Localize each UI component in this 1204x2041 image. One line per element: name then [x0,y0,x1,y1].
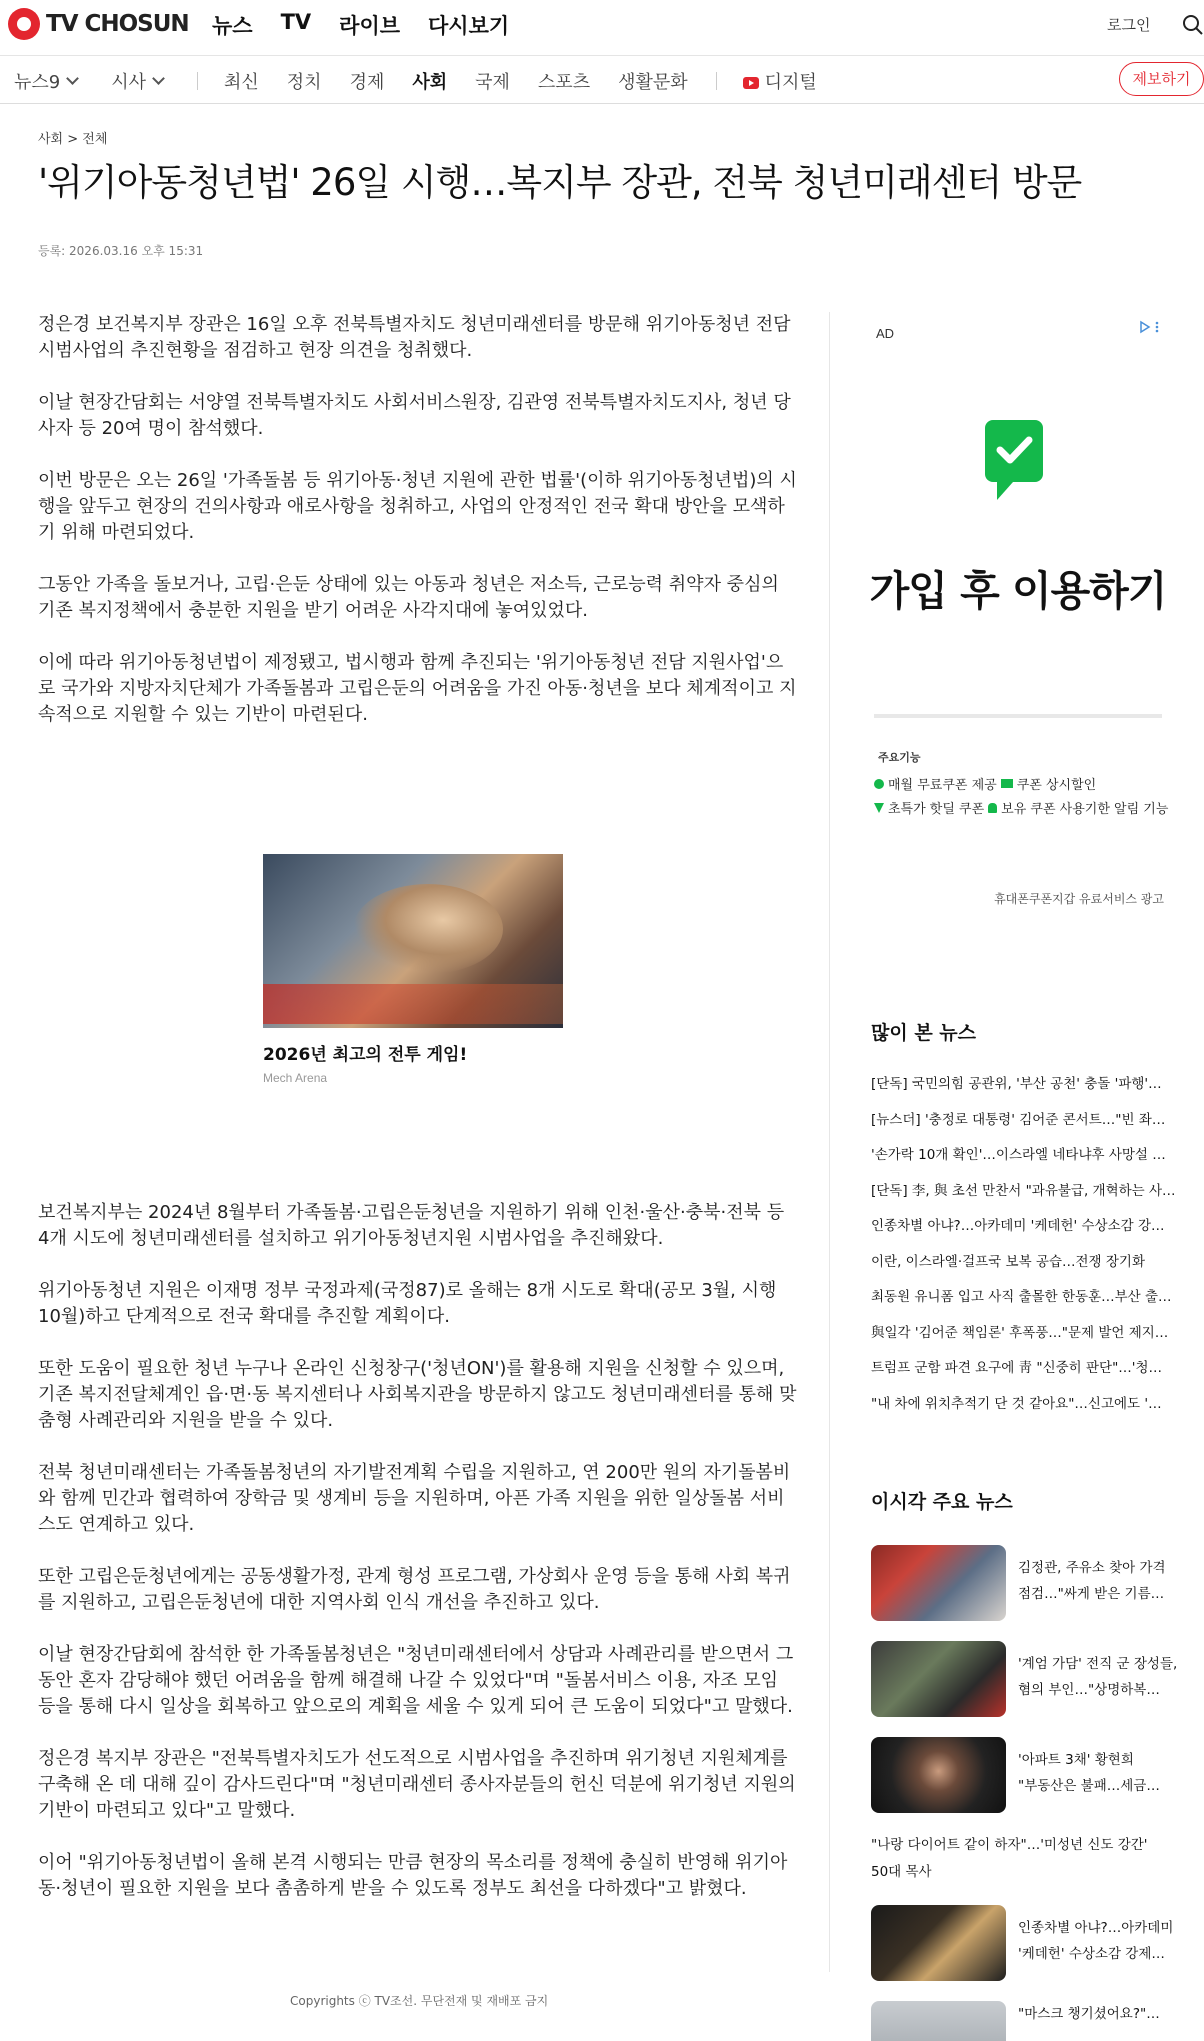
side-ad-features-title: 주요기능 [878,751,921,764]
publish-date: 등록: 2026.03.16 오후 15:31 [38,244,204,258]
side-ad-bar [874,714,1162,718]
news-caption-line: "부동산은 불패…세금… [1018,1778,1160,1794]
tab-society[interactable]: 사회 [412,72,448,93]
sub-nav [14,68,845,94]
down-arrow-icon [874,803,884,813]
article-paragraph: 또한 고립은둔청년에게는 공동생활가정, 관계 형성 프로그램, 가상회사 운영 등을 통해 사회 복귀를 지원하고, 고립은둔청년에 대한 지역사회 인식 개선을 추진하고 있다. [38,1566,791,1613]
news-caption-line: 인종차별 아냐?…아카데미 [1018,1920,1174,1936]
news-caption-line: "나랑 다이어트 같이 하자"…'미성년 신도 강간' [871,1837,1148,1853]
article-paragraph: 이날 현장간담회에 참석한 한 가족돌봄청년은 "청년미래센터에서 상담과 사례관리를 받으면서 그동안 혼자 감당해야 했던 어려움을 함께 해결해 나갈 수 있었다"며 "돌봄서비스 이용, 자조 모임 등을 통해 다시 일상을 회복하고 앞으로의 계획을 세울 수 있게 되어 큰 도움이 되었다"고 말했다. [38,1644,794,1717]
news-caption-line: '계엄 가담' 전직 군 장성들, [1018,1656,1178,1672]
site-logo[interactable] [8,8,189,40]
news-caption-line: '아파트 3채' 황현희 [1018,1752,1134,1768]
logo-mark-icon [8,8,40,40]
feature-label: 보유 쿠폰 사용기한 알림 기능 [1001,802,1169,817]
article-paragraph: 위기아동청년 지원은 이재명 정부 국정과제(국정87)로 올해는 8개 시도로 확대(공모 3월, 시행 10월)하고 단계적으로 전국 확대를 추진할 계획이다. [38,1280,777,1327]
side-ad-feature-row [874,774,1096,793]
login-link[interactable]: 로그인 [1107,16,1151,34]
feature-label: 매월 무료쿠폰 제공 [888,778,997,793]
chevron-down-icon [66,72,79,85]
news-caption-line: 50대 목사 [871,1864,932,1880]
ad-figure [353,884,503,974]
dropdown-news9-label: 뉴스9 [14,72,61,93]
chevron-down-icon [152,72,165,85]
side-ad-headline[interactable]: 가입 후 이용하기 [869,567,1167,615]
sub-nav-bar [0,56,1204,104]
list-item[interactable]: 트럼프 군함 파견 요구에 靑 "신중히 판단"…'청… [871,1360,1163,1376]
column-divider [829,312,830,1972]
feature-label: 쿠폰 상시할인 [1016,778,1097,793]
news-thumbnail[interactable] [871,1545,1006,1621]
article-paragraph: 이날 현장간담회는 서양열 전북특별자치도 사회서비스원장, 김관영 전북특별자치도지사, 청년 당사자 등 20여 명이 참석했다. [38,392,791,439]
inline-ad[interactable] [263,854,563,1085]
article-paragraph: 전북 청년미래센터는 가족돌봄청년의 자기발전계획 수립을 지원하고, 연 200만 원의 자기돌봄비와 함께 민간과 협력하여 장학금 및 생계비 등을 지원하며, 아픈 가족 지원을 위한 일상돌봄 서비스도 연계하고 있다. [38,1462,791,1535]
nav-live[interactable]: 라이브 [339,14,401,38]
side-ad-disclaimer: 휴대폰쿠폰지갑 유료서비스 광고 [994,892,1164,906]
inline-ad-sponsor: Mech Arena [263,1071,328,1085]
news-caption[interactable] [1018,1915,1180,1967]
tab-world[interactable]: 국제 [475,72,510,93]
article-paragraph: 이번 방문은 오는 26일 '가족돌봄 등 위기아동·청년 지원에 관한 법률'(이하 위기아동청년법)의 시행을 앞두고 현장의 건의사항과 애로사항을 청취하고, 사업의 안정적인 전국 확대 방안을 모색하기 위해 마련되었다. [38,470,797,543]
news-caption[interactable] [1018,1555,1180,1607]
article-body-bottom [38,1200,798,1928]
page-title: '위기아동청년법' 26일 시행…복지부 장관, 전북 청년미래센터 방문 [38,161,1082,204]
logo-text: TV CHOSUN [46,11,189,37]
list-item[interactable]: 與일각 '김어준 책임론' 후폭풍…"문제 발언 제지… [871,1324,1169,1341]
news-caption-line: 혐의 부인…"상명하복… [1018,1682,1160,1698]
article-paragraph: 이에 따라 위기아동청년법이 제정됐고, 법시행과 함께 추진되는 '위기아동청년 전담 지원사업'으로 국가와 지방자치단체가 가족돌봄과 고립은둔의 어려움을 가진 아동·청년을 보다 체계적이고 지속적으로 지원할 수 있는 기반이 마련된다. [38,652,797,725]
list-item[interactable]: [단독] 李, 與 초선 만찬서 "과유불급, 개혁하는 사… [871,1182,1176,1199]
copyright: Copyrights ⓒ TV조선. 무단전재 및 재배포 금지 [290,1994,549,2008]
tab-life-culture[interactable]: 생활문화 [618,72,688,93]
feature-label: 초특가 핫딜 쿠폰 [888,802,985,817]
coupon-icon [874,779,884,789]
inline-ad-image[interactable] [263,854,563,1028]
news-caption-line: 김정관, 주유소 찾아 가격 [1018,1560,1166,1576]
list-item[interactable]: "내 차에 위치추적기 단 것 같아요"…신고에도 '… [871,1395,1162,1412]
tab-digital-label: 디지털 [764,72,817,93]
side-ad-feature-row [874,798,1168,817]
article-paragraph: 정은경 복지부 장관은 "전북특별자치도가 선도적으로 시범사업을 추진하며 위기청년 지원체계를 구축해 온 데 대해 깊이 감사드린다"며 "청년미래센터 종사자분들의 헌신 덕분에 위기청년 지원의 기반이 마련되고 있다"고 말했다. [38,1748,796,1821]
news-caption-line: "마스크 챙기셨어요?"… [1018,2006,1160,2022]
youtube-icon [743,77,759,89]
nav-news[interactable]: 뉴스 [212,14,253,38]
list-item[interactable]: [단독] 국민의힘 공관위, '부산 공천' 충돌 '파행'… [871,1076,1162,1092]
news-thumbnail[interactable] [871,1905,1006,1981]
article-paragraph: 보건복지부는 2024년 8월부터 가족돌봄·고립은둔청년을 지원하기 위해 인천·울산·충북·전북 등 4개 시도에 청년미래센터를 설치하고 위기아동청년지원 시범사업을 추진해왔다. [38,1202,785,1249]
report-button[interactable]: 제보하기 [1119,62,1204,96]
list-item[interactable]: 최동원 유니폼 입고 사직 출몰한 한동훈…부산 출… [871,1289,1172,1305]
ad-streak [263,984,563,1024]
side-ad[interactable] [868,314,1168,914]
news-thumbnail[interactable] [871,1737,1006,1813]
article-paragraph: 이어 "위기아동청년법이 올해 본격 시행되는 만큼 현장의 목소리를 정책에 충실히 반영해 위기아동·청년이 필요한 지원을 보다 촘촘하게 받을 수 있도록 정부도 최선을 다하겠다"고 밝혔다. [38,1852,788,1899]
article-paragraph: 그동안 가족을 돌보거나, 고립·은둔 상태에 있는 아동과 청년은 저소득, 근로능력 취약자 중심의 기존 복지정책에서 충분한 지원을 받기 어려운 사각지대에 놓여있었다. [38,574,779,621]
nav-tv[interactable]: TV [280,10,312,34]
news-caption-line: 점검…"싸게 받은 기름… [1018,1586,1165,1602]
news-caption[interactable] [1018,1747,1180,1799]
tab-latest[interactable]: 최신 [224,72,259,93]
news-thumbnail[interactable] [871,2001,1006,2041]
tab-economy[interactable]: 경제 [349,72,385,93]
breadcrumb[interactable]: 사회 > 전체 [38,132,108,147]
list-item[interactable]: 이란, 이스라엘·걸프국 보복 공습…전쟁 장기화 [871,1253,1145,1270]
popular-news-list [871,1071,1176,1426]
dropdown-news9[interactable] [14,68,77,94]
search-icon[interactable] [1182,14,1204,36]
nav-divider [716,72,717,90]
news-card[interactable] [871,1545,1181,1621]
main-nav [212,10,509,40]
news-card[interactable] [871,2001,1181,2041]
news-caption-line: '케데헌' 수상소감 강제… [1018,1946,1165,1962]
tab-politics[interactable]: 정치 [286,72,322,93]
ad-label: AD [876,326,895,341]
news-text-item[interactable] [871,1832,1181,1886]
check-badge-icon [983,418,1045,502]
news-card[interactable] [871,1641,1181,1717]
inline-ad-title[interactable]: 2026년 최고의 전투 게임! [263,1045,468,1065]
news-caption[interactable] [1018,2001,1180,2027]
tab-sports[interactable]: 스포츠 [537,72,591,93]
news-thumbnail[interactable] [871,1641,1006,1717]
top-header [0,0,1204,56]
article-paragraph: 또한 도움이 필요한 청년 누구나 온라인 신청창구('청년ON')를 활용해 지원을 신청할 수 있으며, 기존 복지전달체계인 읍·면·동 복지센터나 사회복지관을 방문하지 않고도 청년미래센터를 통해 맞춤형 사례관리와 지원을 받을 수 있다. [38,1358,797,1431]
tab-digital[interactable] [743,68,817,94]
dropdown-current-affairs[interactable] [111,68,163,94]
list-item[interactable]: [뉴스더] '충정로 대통령' 김어준 콘서트…"빈 좌… [871,1111,1166,1128]
list-item[interactable]: 인종차별 아냐?…아카데미 '케데헌' 수상소감 강… [871,1218,1165,1234]
news-card[interactable] [871,1737,1181,1813]
nav-divider [197,72,198,90]
article-body-top [38,312,798,754]
popular-news-title: 많이 본 뉴스 [871,1022,976,1044]
dropdown-current-affairs-label: 시사 [111,72,147,93]
bell-icon [988,803,997,813]
news-caption[interactable] [1018,1651,1180,1703]
article-paragraph: 정은경 보건복지부 장관은 16일 오후 전북특별자치도 청년미래센터를 방문해 위기아동청년 전담 시범사업의 추진현황을 점검하고 현장 의견을 청취했다. [38,314,791,361]
nav-replay[interactable]: 다시보기 [428,14,510,38]
list-item[interactable]: '손가락 10개 확인'…이스라엘 네타냐후 사망설 … [871,1147,1166,1163]
ad-choices-icon[interactable] [1138,320,1162,334]
news-card[interactable] [871,1905,1181,1981]
ticket-icon [1001,779,1013,788]
now-news-title: 이시각 주요 뉴스 [871,1491,1013,1513]
